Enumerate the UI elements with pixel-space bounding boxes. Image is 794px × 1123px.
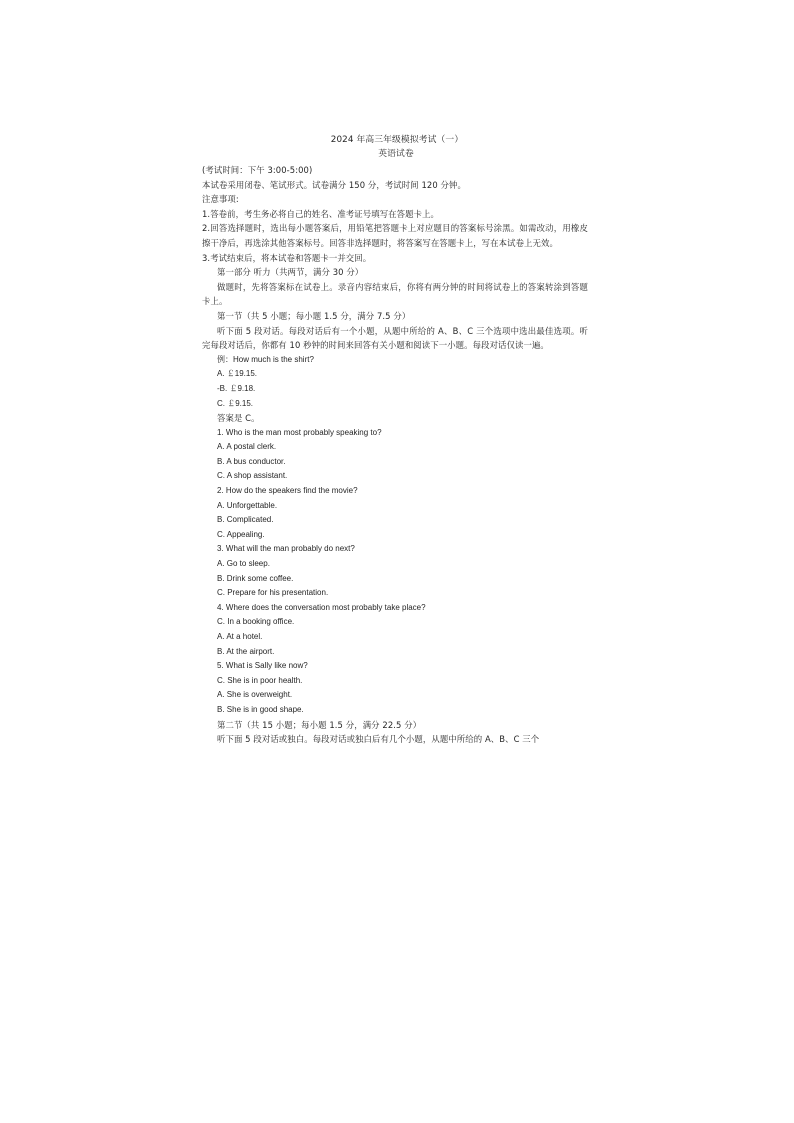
- notes-heading: 注意事项:: [202, 194, 239, 205]
- section1-intro: 听下面 5 段对话。每段对话后有一个小题，从题中所给的 A、B、C 三个选项中选出最佳选项。听完每段对话后，你都有 10 秒钟的时间来回答有关小题和阅读下一小题。每段对话仅读一遍。: [202, 325, 588, 351]
- section2-intro: 听下面 5 段对话或独白。每段对话或独白后有几个小题，从题中所给的 A、B、C 三个: [217, 734, 540, 745]
- section1-heading: 第一节（共 5 小题；每小题 1.5 分，满分 7.5 分）: [217, 310, 411, 321]
- question-3-option-a: A. Go to sleep.: [217, 559, 270, 569]
- question-4: 4. Where does the conversation most probably take place?: [217, 602, 426, 612]
- exam-title: 2024 年高三年级模拟考试（一）: [330, 135, 464, 145]
- question-1-option-a: A. A postal clerk.: [217, 442, 277, 452]
- question-2-option-b: B. Complicated.: [217, 515, 274, 525]
- section2-heading: 第二节（共 15 小题；每小题 1.5 分，满分 22.5 分）: [217, 719, 422, 730]
- question-5-option-3: B. She is in good shape.: [217, 704, 304, 714]
- note-2: 2.回答选择题时，选出每小题答案后，用铅笔把答题卡上对应题目的答案标号涂黑。如需改动，用橡皮擦干净后，再选涂其他答案标号。回答非选择题时，将答案写在答题卡上，写在本试卷上无效。: [202, 223, 588, 248]
- question-1-option-c: C. A shop assistant.: [217, 471, 288, 481]
- question-5-option-1: C. She is in poor health.: [217, 675, 303, 685]
- question-3: 3. What will the man probably do next?: [217, 544, 355, 554]
- example-answer: 答案是 C。: [217, 413, 260, 424]
- question-5: 5. What is Sally like now?: [217, 661, 308, 671]
- question-4-option-3: B. At the airport.: [217, 646, 275, 656]
- note-3: 3.考试结束后，将本试卷和答题卡一并交回。: [202, 252, 372, 263]
- question-5-option-2: A. She is overweight.: [217, 690, 293, 700]
- part1-heading: 第一部分 听力（共两节，满分 30 分）: [217, 267, 364, 278]
- question-2-option-a: A. Unforgettable.: [217, 500, 278, 510]
- example-question: 例：How much is the shirt?: [217, 354, 314, 364]
- question-3-option-c: C. Prepare for his presentation.: [217, 588, 329, 598]
- question-1-option-b: B. A bus conductor.: [217, 456, 286, 466]
- exam-time: (考试时间：下午 3:00-5:00): [202, 165, 313, 175]
- example-option-a: A. ￡19.15.: [217, 369, 258, 379]
- question-1: 1. Who is the man most probably speaking to?: [217, 427, 382, 437]
- example-option-c: C. ￡9.15.: [217, 398, 254, 408]
- question-4-option-1: C. In a booking office.: [217, 617, 295, 627]
- question-3-option-b: B. Drink some coffee.: [217, 573, 294, 583]
- note-1: 1.答卷前，考生务必将自己的姓名、准考证号填写在答题卡上。: [202, 208, 440, 219]
- question-2-option-c: C. Appealing.: [217, 529, 265, 539]
- part1-intro: 做题时，先将答案标在试卷上。录音内容结束后，你将有两分钟的时间将试卷上的答案转涂到答题卡上。: [202, 281, 588, 307]
- example-option-b: -B. ￡9.18.: [217, 383, 256, 393]
- question-4-option-2: A. At a hotel.: [217, 632, 263, 641]
- exam-format: 本试卷采用闭卷、笔试形式。试卷满分 150 分，考试时间 120 分钟。: [202, 179, 466, 190]
- exam-text-block: [202, 134, 588, 747]
- question-2: 2. How do the speakers find the movie?: [217, 486, 358, 496]
- exam-subtitle: 英语试卷: [378, 149, 414, 159]
